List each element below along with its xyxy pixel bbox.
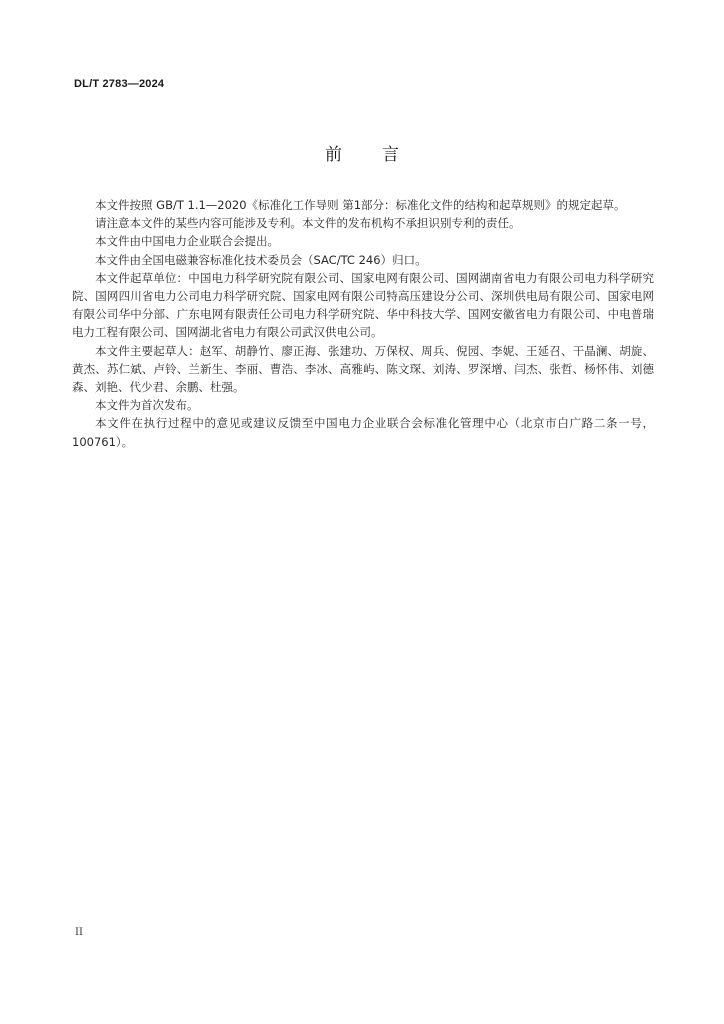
paragraph-first-release: 本文件为首次发布。: [95, 398, 199, 413]
section-title: 前言: [325, 145, 439, 165]
paragraph-feedback: 本文件在执行过程中的意见或建议反馈至中国电力企业联合会标准化管理中心（北京市白广路二条一号，100761）。: [72, 416, 654, 449]
paragraph-drafting-rules: 本文件按照 GB/T 1.1—2020《标准化工作导则 第1部分：标准化文件的结构和起草规则》的规定起草。: [95, 198, 626, 212]
paragraph-committee: 本文件由全国电磁兼容标准化技术委员会（SAC/TC 246）归口。: [95, 252, 427, 267]
document-code: DL/T 2783—2024: [74, 78, 165, 90]
paragraph-drafting-units: 本文件起草单位：中国电力科学研究院有限公司、国家电网有限公司、国网湖南省电力有限公司电力科学研究院、国网四川省电力公司电力科学研究院、国家电网有限公司特高压建设分公司、深圳供电局有限公司、国家电网有限公司华中分部、广东电网有限责任公司电力科学研究院、华中科技大学、国网安徽省电力有限公司、中电普瑞电力工程有限公司、国网湖北省电力有限公司武汉供电公司。: [72, 270, 654, 340]
paragraph-patent-notice: 请注意本文件的某些内容可能涉及专利。本文件的发布机构不承担识别专利的责任。: [95, 216, 521, 231]
page-number: II: [75, 927, 83, 938]
paragraph-proposer: 本文件由中国电力企业联合会提出。: [95, 234, 279, 249]
document-body: [72, 196, 654, 451]
paragraph-drafters: 本文件主要起草人：赵军、胡静竹、廖正海、张建功、万保权、周兵、倪园、李妮、王延召、干晶澜、胡旋、黄杰、苏仁斌、卢铃、兰新生、李丽、曹浩、李冰、高雅屿、陈文琛、刘涛、罗深增、闫杰、张哲、杨怀伟、刘德森、刘艳、代少君、余鹏、杜强。: [72, 343, 654, 395]
